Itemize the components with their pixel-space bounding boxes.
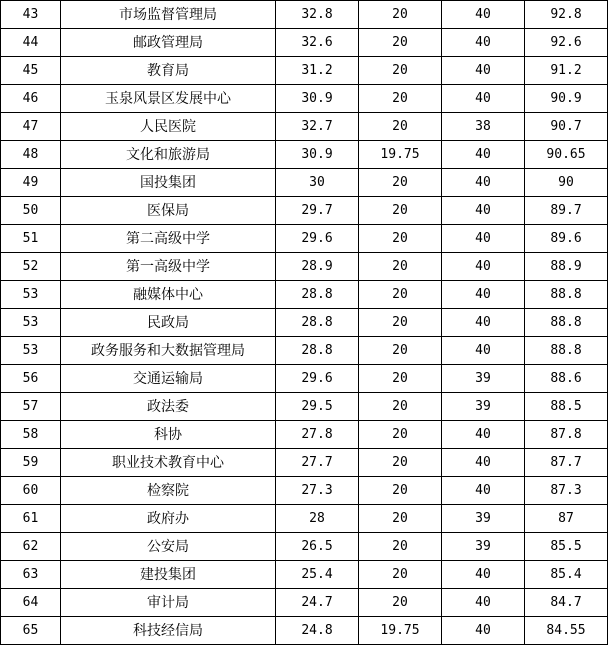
score-3-cell: 40 (442, 477, 525, 505)
table-row (1, 561, 608, 589)
table-row (1, 141, 608, 169)
table-row (1, 197, 608, 225)
score-1-cell: 27.3 (276, 477, 359, 505)
rank-cell: 53 (1, 281, 61, 309)
unit-name-cell: 审计局 (61, 589, 276, 617)
rank-cell: 64 (1, 589, 61, 617)
score-3-cell: 40 (442, 29, 525, 57)
unit-name-cell: 融媒体中心 (61, 281, 276, 309)
score-2-cell: 20 (359, 477, 442, 505)
rank-cell: 53 (1, 337, 61, 365)
score-3-cell: 40 (442, 281, 525, 309)
rank-cell: 61 (1, 505, 61, 533)
table-row (1, 617, 608, 645)
total-score-cell: 87.7 (525, 449, 608, 477)
score-2-cell: 20 (359, 421, 442, 449)
unit-name-cell: 教育局 (61, 57, 276, 85)
score-1-cell: 28.9 (276, 253, 359, 281)
rank-cell: 63 (1, 561, 61, 589)
score-3-cell: 39 (442, 393, 525, 421)
score-3-cell: 40 (442, 141, 525, 169)
rank-cell: 45 (1, 57, 61, 85)
table-row (1, 533, 608, 561)
total-score-cell: 88.6 (525, 365, 608, 393)
score-1-cell: 32.7 (276, 113, 359, 141)
total-score-cell: 87.8 (525, 421, 608, 449)
score-2-cell: 20 (359, 85, 442, 113)
score-3-cell: 40 (442, 85, 525, 113)
score-2-cell: 20 (359, 589, 442, 617)
rank-cell: 62 (1, 533, 61, 561)
total-score-cell: 88.9 (525, 253, 608, 281)
table-row (1, 1, 608, 29)
score-1-cell: 28 (276, 505, 359, 533)
total-score-cell: 90 (525, 169, 608, 197)
score-2-cell: 20 (359, 225, 442, 253)
total-score-cell: 89.6 (525, 225, 608, 253)
score-1-cell: 29.5 (276, 393, 359, 421)
rank-cell: 65 (1, 617, 61, 645)
table-row (1, 393, 608, 421)
score-3-cell: 38 (442, 113, 525, 141)
ranking-table-body (1, 1, 608, 645)
total-score-cell: 87.3 (525, 477, 608, 505)
score-2-cell: 20 (359, 505, 442, 533)
rank-cell: 57 (1, 393, 61, 421)
total-score-cell: 84.55 (525, 617, 608, 645)
unit-name-cell: 人民医院 (61, 113, 276, 141)
score-2-cell: 20 (359, 253, 442, 281)
unit-name-cell: 市场监督管理局 (61, 1, 276, 29)
rank-cell: 48 (1, 141, 61, 169)
table-row (1, 337, 608, 365)
score-2-cell: 20 (359, 113, 442, 141)
score-3-cell: 39 (442, 365, 525, 393)
total-score-cell: 85.4 (525, 561, 608, 589)
unit-name-cell: 第一高级中学 (61, 253, 276, 281)
score-3-cell: 40 (442, 57, 525, 85)
unit-name-cell: 玉泉风景区发展中心 (61, 85, 276, 113)
total-score-cell: 89.7 (525, 197, 608, 225)
total-score-cell: 91.2 (525, 57, 608, 85)
score-3-cell: 40 (442, 253, 525, 281)
score-1-cell: 28.8 (276, 281, 359, 309)
unit-name-cell: 政府办 (61, 505, 276, 533)
score-2-cell: 19.75 (359, 617, 442, 645)
total-score-cell: 84.7 (525, 589, 608, 617)
table-row (1, 29, 608, 57)
score-3-cell: 40 (442, 589, 525, 617)
score-1-cell: 24.7 (276, 589, 359, 617)
score-1-cell: 24.8 (276, 617, 359, 645)
score-2-cell: 20 (359, 449, 442, 477)
rank-cell: 59 (1, 449, 61, 477)
unit-name-cell: 第二高级中学 (61, 225, 276, 253)
unit-name-cell: 职业技术教育中心 (61, 449, 276, 477)
total-score-cell: 92.8 (525, 1, 608, 29)
score-2-cell: 20 (359, 57, 442, 85)
score-3-cell: 40 (442, 617, 525, 645)
total-score-cell: 90.65 (525, 141, 608, 169)
rank-cell: 50 (1, 197, 61, 225)
table-row (1, 225, 608, 253)
table-row (1, 365, 608, 393)
score-1-cell: 28.8 (276, 309, 359, 337)
score-1-cell: 25.4 (276, 561, 359, 589)
total-score-cell: 88.8 (525, 309, 608, 337)
rank-cell: 58 (1, 421, 61, 449)
rank-cell: 56 (1, 365, 61, 393)
rank-cell: 51 (1, 225, 61, 253)
score-2-cell: 20 (359, 365, 442, 393)
rank-cell: 47 (1, 113, 61, 141)
score-1-cell: 29.6 (276, 365, 359, 393)
score-1-cell: 32.6 (276, 29, 359, 57)
score-2-cell: 20 (359, 393, 442, 421)
table-row (1, 281, 608, 309)
score-3-cell: 39 (442, 505, 525, 533)
unit-name-cell: 科协 (61, 421, 276, 449)
score-1-cell: 29.7 (276, 197, 359, 225)
unit-name-cell: 医保局 (61, 197, 276, 225)
total-score-cell: 88.8 (525, 337, 608, 365)
score-2-cell: 20 (359, 1, 442, 29)
score-1-cell: 29.6 (276, 225, 359, 253)
unit-name-cell: 政务服务和大数据管理局 (61, 337, 276, 365)
table-row (1, 253, 608, 281)
rank-cell: 44 (1, 29, 61, 57)
table-row (1, 477, 608, 505)
score-3-cell: 40 (442, 337, 525, 365)
unit-name-cell: 邮政管理局 (61, 29, 276, 57)
total-score-cell: 87 (525, 505, 608, 533)
score-2-cell: 20 (359, 169, 442, 197)
total-score-cell: 90.7 (525, 113, 608, 141)
score-3-cell: 40 (442, 169, 525, 197)
score-3-cell: 40 (442, 449, 525, 477)
table-row (1, 505, 608, 533)
score-3-cell: 40 (442, 309, 525, 337)
table-row (1, 85, 608, 113)
total-score-cell: 92.6 (525, 29, 608, 57)
unit-name-cell: 建投集团 (61, 561, 276, 589)
score-3-cell: 40 (442, 225, 525, 253)
unit-name-cell: 政法委 (61, 393, 276, 421)
table-row (1, 57, 608, 85)
unit-name-cell: 科技经信局 (61, 617, 276, 645)
score-1-cell: 27.7 (276, 449, 359, 477)
unit-name-cell: 交通运输局 (61, 365, 276, 393)
table-row (1, 589, 608, 617)
score-1-cell: 30.9 (276, 141, 359, 169)
rank-cell: 49 (1, 169, 61, 197)
rank-cell: 43 (1, 1, 61, 29)
total-score-cell: 88.8 (525, 281, 608, 309)
unit-name-cell: 公安局 (61, 533, 276, 561)
score-2-cell: 20 (359, 337, 442, 365)
table-row (1, 309, 608, 337)
total-score-cell: 88.5 (525, 393, 608, 421)
unit-name-cell: 民政局 (61, 309, 276, 337)
score-3-cell: 39 (442, 533, 525, 561)
score-1-cell: 30 (276, 169, 359, 197)
rank-cell: 46 (1, 85, 61, 113)
rank-cell: 60 (1, 477, 61, 505)
score-2-cell: 19.75 (359, 141, 442, 169)
score-3-cell: 40 (442, 1, 525, 29)
score-2-cell: 20 (359, 29, 442, 57)
score-3-cell: 40 (442, 561, 525, 589)
total-score-cell: 90.9 (525, 85, 608, 113)
score-1-cell: 31.2 (276, 57, 359, 85)
score-1-cell: 32.8 (276, 1, 359, 29)
table-row (1, 169, 608, 197)
total-score-cell: 85.5 (525, 533, 608, 561)
score-2-cell: 20 (359, 197, 442, 225)
score-1-cell: 27.8 (276, 421, 359, 449)
table-row (1, 449, 608, 477)
table-row (1, 113, 608, 141)
unit-name-cell: 检察院 (61, 477, 276, 505)
unit-name-cell: 文化和旅游局 (61, 141, 276, 169)
unit-name-cell: 国投集团 (61, 169, 276, 197)
score-1-cell: 28.8 (276, 337, 359, 365)
score-2-cell: 20 (359, 533, 442, 561)
score-2-cell: 20 (359, 561, 442, 589)
score-3-cell: 40 (442, 421, 525, 449)
rank-cell: 53 (1, 309, 61, 337)
rank-cell: 52 (1, 253, 61, 281)
score-1-cell: 30.9 (276, 85, 359, 113)
score-1-cell: 26.5 (276, 533, 359, 561)
score-2-cell: 20 (359, 281, 442, 309)
table-row (1, 421, 608, 449)
score-3-cell: 40 (442, 197, 525, 225)
score-2-cell: 20 (359, 309, 442, 337)
